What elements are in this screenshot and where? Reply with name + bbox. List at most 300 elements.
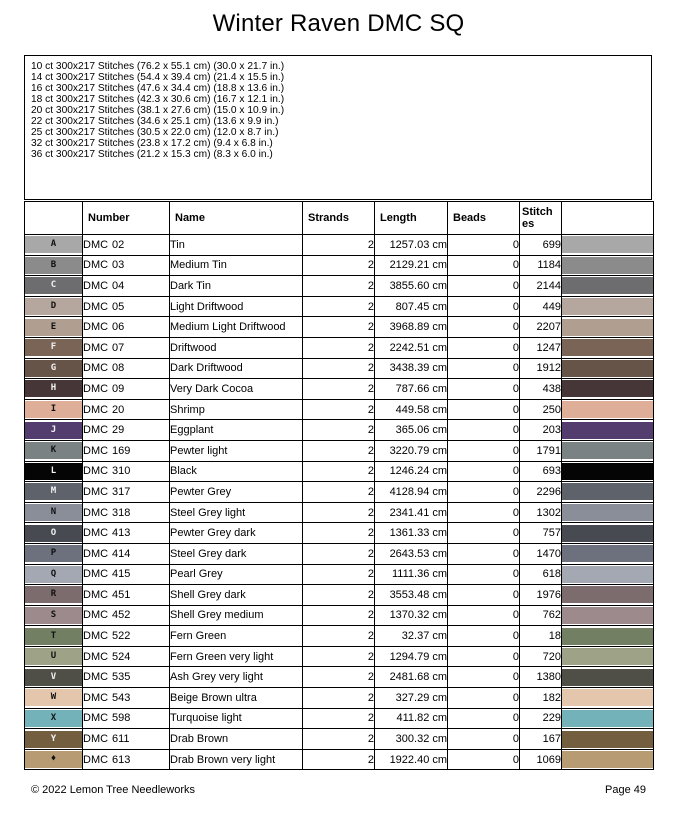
table-row [25,626,654,647]
beads-value: 0 [448,296,520,317]
length-unit: cm [432,630,447,643]
length-cell [375,399,448,420]
brand-label: DMC [83,238,109,251]
strands-value: 2 [303,543,375,564]
color-name: Very Dark Cocoa [170,379,303,400]
color-code: 04 [112,279,125,292]
table-row [25,399,654,420]
symbol-glyph: N [50,507,57,518]
stitches-value: 2207 [520,317,562,338]
table-row [25,482,654,503]
swatch-cell [562,235,654,256]
stitches-value: 1069 [520,749,562,770]
number-cell [83,420,170,441]
color-swatch [562,236,653,253]
color-swatch [562,319,653,336]
length-unit: cm [432,733,447,746]
symbol-chip [25,483,82,500]
color-code: 318 [112,506,131,519]
color-swatch [562,731,653,748]
length-unit: cm [432,650,447,663]
number-cell [83,605,170,626]
table-row [25,667,654,688]
symbol-cell [25,564,83,585]
stitches-value: 762 [520,605,562,626]
color-name: Medium Tin [170,255,303,276]
symbol-cell [25,337,83,358]
symbol-glyph: V [50,671,57,682]
color-swatch [562,710,653,727]
number-cell [83,688,170,709]
length-value: 449.58 [395,403,430,416]
length-unit: cm [432,753,447,766]
color-code: 522 [112,630,131,643]
length-value: 3220.79 [389,444,430,457]
table-row [25,440,654,461]
symbol-chip [25,689,82,706]
number-cell [83,729,170,750]
color-swatch [562,504,653,521]
length-cell [375,729,448,750]
length-value: 3438.39 [389,362,430,375]
strands-value: 2 [303,667,375,688]
length-unit: cm [432,588,447,601]
brand-label: DMC [83,733,109,746]
strands-value: 2 [303,317,375,338]
number-cell [83,564,170,585]
length-value: 1257.03 [389,238,430,251]
swatch-cell [562,646,654,667]
strands-value: 2 [303,626,375,647]
symbol-cell [25,708,83,729]
length-unit: cm [432,362,447,375]
length-cell [375,337,448,358]
beads-value: 0 [448,585,520,606]
beads-value: 0 [448,276,520,297]
length-value: 1370.32 [389,609,430,622]
length-value: 327.29 [395,691,430,704]
symbol-cell [25,420,83,441]
table-body [25,235,654,770]
color-code: 543 [112,691,131,704]
color-name: Dark Driftwood [170,358,303,379]
fabric-size-item: 16 ct 300x217 Stitches (47.6 x 34.4 cm) (18.8 x 13.6 in.) [31,83,285,94]
stitches-value: 1184 [520,255,562,276]
symbol-chip [25,648,82,665]
color-name: Dark Tin [170,276,303,297]
number-cell [83,296,170,317]
stitches-value: 449 [520,296,562,317]
color-code: 535 [112,671,131,684]
beads-value: 0 [448,605,520,626]
symbol-chip [25,319,82,336]
symbol-cell [25,688,83,709]
swatch-cell [562,296,654,317]
length-value: 4128.94 [389,485,430,498]
beads-value: 0 [448,255,520,276]
stitches-value: 250 [520,399,562,420]
length-unit: cm [432,547,447,560]
strands-value: 2 [303,235,375,256]
swatch-cell [562,276,654,297]
swatch-cell [562,399,654,420]
color-code: 08 [112,362,125,375]
brand-label: DMC [83,527,109,540]
length-cell [375,605,448,626]
color-code: 613 [112,753,131,766]
beads-value: 0 [448,749,520,770]
brand-label: DMC [83,465,109,478]
stitches-value: 1976 [520,585,562,606]
color-name: Pewter Grey [170,482,303,503]
fabric-size-item: 25 ct 300x217 Stitches (30.5 x 22.0 cm) (12.0 x 8.7 in.) [31,127,279,138]
color-code: 451 [112,588,131,601]
brand-label: DMC [83,609,109,622]
color-name: Drab Brown [170,729,303,750]
length-value: 807.45 [395,300,430,313]
length-cell [375,296,448,317]
color-name: Steel Grey dark [170,543,303,564]
beads-value: 0 [448,461,520,482]
brand-label: DMC [83,547,109,560]
brand-label: DMC [83,588,109,601]
color-name: Fern Green [170,626,303,647]
brand-label: DMC [83,671,109,684]
brand-label: DMC [83,691,109,704]
color-code: 05 [112,300,125,313]
symbol-cell [25,317,83,338]
length-value: 3855.60 [389,279,430,292]
color-swatch [562,483,653,500]
symbol-chip [25,525,82,542]
swatch-cell [562,543,654,564]
length-unit: cm [432,341,447,354]
brand-label: DMC [83,341,109,354]
stitches-value: 699 [520,235,562,256]
length-unit: cm [432,609,447,622]
length-cell [375,440,448,461]
strands-value: 2 [303,749,375,770]
stitches-value: 203 [520,420,562,441]
symbol-chip [25,277,82,294]
brand-label: DMC [83,259,109,272]
symbol-chip [25,607,82,624]
stitches-value: 693 [520,461,562,482]
beads-value: 0 [448,729,520,750]
color-code: 611 [112,733,130,746]
table-row [25,296,654,317]
table-row [25,543,654,564]
symbol-chip [25,669,82,686]
length-value: 411.82 [396,712,430,725]
color-name: Eggplant [170,420,303,441]
symbol-cell [25,646,83,667]
color-swatch [562,669,653,686]
color-swatch [562,607,653,624]
symbol-chip [25,586,82,603]
swatch-cell [562,440,654,461]
symbol-chip [25,751,82,768]
length-unit: cm [432,279,447,292]
number-cell [83,646,170,667]
brand-label: DMC [83,630,109,643]
brand-label: DMC [83,753,109,766]
brand-label: DMC [83,321,109,334]
number-cell [83,317,170,338]
beads-value: 0 [448,337,520,358]
number-cell [83,379,170,400]
length-value: 2481.68 [389,671,430,684]
beads-value: 0 [448,688,520,709]
symbol-chip [25,504,82,521]
symbol-cell [25,255,83,276]
length-cell [375,420,448,441]
length-unit: cm [432,259,447,272]
symbol-glyph: M [50,486,57,497]
color-swatch [562,339,653,356]
stitches-value: 438 [520,379,562,400]
header-swatch [562,202,654,235]
length-unit: cm [432,382,447,395]
brand-label: DMC [83,444,109,457]
stitches-value: 720 [520,646,562,667]
beads-value: 0 [448,399,520,420]
color-name: Black [170,461,303,482]
strands-value: 2 [303,420,375,441]
length-unit: cm [432,300,447,313]
symbol-cell [25,235,83,256]
table-row [25,646,654,667]
table-row [25,749,654,770]
strands-value: 2 [303,296,375,317]
header-beads: Beads [448,202,520,235]
length-value: 1246.24 [389,465,430,478]
fabric-size-item: 36 ct 300x217 Stitches (21.2 x 15.3 cm) (8.3 x 6.0 in.) [31,149,273,160]
color-swatch [562,566,653,583]
symbol-cell [25,605,83,626]
brand-label: DMC [83,362,109,375]
length-cell [375,749,448,770]
strands-value: 2 [303,337,375,358]
symbol-cell [25,729,83,750]
color-swatch [562,689,653,706]
symbol-cell [25,749,83,770]
strands-value: 2 [303,399,375,420]
stitches-value: 1302 [520,502,562,523]
header-length: Length [375,202,448,235]
length-cell [375,708,448,729]
beads-value: 0 [448,317,520,338]
fabric-size-item: 10 ct 300x217 Stitches (76.2 x 55.1 cm) (30.0 x 21.7 in.) [31,61,285,72]
length-unit: cm [432,424,447,437]
number-cell [83,626,170,647]
strands-value: 2 [303,523,375,544]
strands-value: 2 [303,646,375,667]
number-cell [83,523,170,544]
strands-value: 2 [303,255,375,276]
table-row [25,564,654,585]
header-symbol [25,202,83,235]
stitches-value: 167 [520,729,562,750]
length-unit: cm [432,238,447,251]
swatch-cell [562,317,654,338]
swatch-cell [562,749,654,770]
color-name: Steel Grey light [170,502,303,523]
length-cell [375,502,448,523]
color-name: Light Driftwood [170,296,303,317]
symbol-chip [25,566,82,583]
table-row [25,502,654,523]
stitches-value: 1791 [520,440,562,461]
color-name: Turquoise light [170,708,303,729]
length-value: 2242.51 [389,341,430,354]
color-swatch [562,525,653,542]
symbol-chip [25,339,82,356]
table-row [25,585,654,606]
length-cell [375,564,448,585]
color-name: Shell Grey medium [170,605,303,626]
symbol-glyph: T [50,630,57,641]
stitches-value: 757 [520,523,562,544]
number-cell [83,235,170,256]
symbol-cell [25,502,83,523]
color-code: 415 [112,568,131,581]
length-cell [375,255,448,276]
length-value: 3968.89 [389,321,430,334]
color-swatch [562,422,653,439]
color-swatch [562,277,653,294]
color-code: 452 [112,609,131,622]
table-row [25,379,654,400]
header-name: Name [170,202,303,235]
table-row [25,605,654,626]
beads-value: 0 [448,482,520,503]
symbol-chip [25,628,82,645]
beads-value: 0 [448,502,520,523]
symbol-chip [25,380,82,397]
length-cell [375,358,448,379]
symbol-glyph: Q [50,568,57,579]
swatch-cell [562,564,654,585]
length-value: 2643.53 [389,547,430,560]
number-cell [83,482,170,503]
fabric-sizes-box [24,55,652,200]
stitches-value: 18 [520,626,562,647]
symbol-glyph: J [50,424,57,435]
table-row [25,317,654,338]
number-cell [83,276,170,297]
length-value: 32.37 [401,630,430,643]
stitches-value: 1380 [520,667,562,688]
color-code: 524 [112,650,131,663]
swatch-cell [562,379,654,400]
table-row [25,255,654,276]
number-cell [83,255,170,276]
strands-value: 2 [303,358,375,379]
color-code: 598 [112,712,131,725]
stitches-value: 229 [520,708,562,729]
symbol-glyph: R [50,589,57,600]
symbol-cell [25,626,83,647]
symbol-glyph: X [50,712,57,723]
color-code: 07 [112,341,125,354]
fabric-sizes-list [25,56,651,160]
length-cell [375,646,448,667]
color-name: Pearl Grey [170,564,303,585]
table-row [25,358,654,379]
symbol-glyph: K [50,445,57,456]
header-number: Number [83,202,170,235]
color-code: 09 [112,382,125,395]
swatch-cell [562,337,654,358]
symbol-glyph: I [50,404,57,415]
swatch-cell [562,688,654,709]
length-cell [375,235,448,256]
symbol-glyph: O [50,527,57,538]
swatch-cell [562,461,654,482]
length-value: 1361.33 [389,527,430,540]
table-row [25,337,654,358]
color-name: Ash Grey very light [170,667,303,688]
symbol-chip [25,731,82,748]
beads-value: 0 [448,379,520,400]
color-code: 414 [112,547,131,560]
color-name: Pewter Grey dark [170,523,303,544]
table-row [25,420,654,441]
color-swatch [562,257,653,274]
color-name: Fern Green very light [170,646,303,667]
beads-value: 0 [448,235,520,256]
table-row [25,708,654,729]
length-cell [375,523,448,544]
color-swatch [562,360,653,377]
color-code: 169 [112,444,131,457]
beads-value: 0 [448,440,520,461]
length-unit: cm [432,712,447,725]
symbol-glyph: Y [50,733,57,744]
length-unit: cm [432,465,447,478]
color-name: Shell Grey dark [170,585,303,606]
stitches-value: 2144 [520,276,562,297]
strands-value: 2 [303,688,375,709]
color-name: Shrimp [170,399,303,420]
symbol-cell [25,379,83,400]
stitches-value: 2296 [520,482,562,503]
symbol-cell [25,399,83,420]
beads-value: 0 [448,358,520,379]
symbol-glyph: U [50,651,57,662]
symbol-glyph: C [50,280,57,291]
swatch-cell [562,255,654,276]
page-title: Winter Raven DMC SQ [212,10,465,37]
brand-label: DMC [83,712,109,725]
fabric-size-item: 22 ct 300x217 Stitches (34.6 x 25.1 cm) (13.6 x 9.9 in.) [31,116,279,127]
symbol-glyph: L [50,465,57,476]
number-cell [83,543,170,564]
color-code: 03 [112,259,125,272]
symbol-glyph: ♦ [50,754,57,765]
number-cell [83,749,170,770]
color-code: 29 [112,424,125,437]
table-row [25,461,654,482]
symbol-chip [25,422,82,439]
length-cell [375,626,448,647]
table-header-row [25,202,654,235]
color-name: Drab Brown very light [170,749,303,770]
brand-label: DMC [83,568,109,581]
symbol-chip [25,298,82,315]
length-unit: cm [432,527,447,540]
